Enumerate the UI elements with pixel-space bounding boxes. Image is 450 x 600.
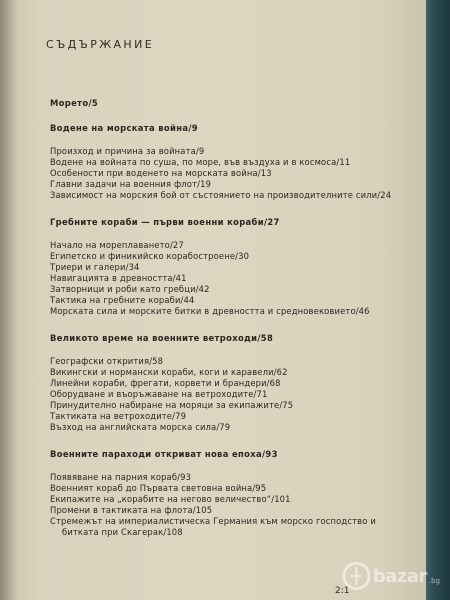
toc-section-3 — [50, 333, 372, 433]
toc-entry: Принудително набиране на моряци за екипажите/75 — [50, 400, 294, 410]
watermark — [342, 558, 440, 594]
toc-entry: Особености при воденето на морската война/13 — [50, 168, 272, 178]
toc-section-title: Гребните кораби — първи военни кораби/27 — [50, 217, 280, 227]
binding-fold-shadow — [0, 0, 18, 600]
toc-entry: Произход и причина за войната/9 — [50, 146, 205, 156]
toc-section-title: Великото време на военните ветроходи/58 — [50, 333, 274, 343]
toc-entry: Морската сила и морските битки в древността и средновековието/46 — [50, 306, 370, 316]
page-heading: СЪДЪРЖАНИЕ — [46, 38, 155, 51]
toc-entry: Стремежът на империалистическа Германия към морско господство и — [50, 516, 376, 526]
toc-entry: Тактиката на ветроходите/79 — [50, 411, 187, 421]
toc-entry: Викингски и нормански кораби, коги и каравели/62 — [50, 367, 288, 377]
toc-entry: Тактика на гребните кораби/44 — [50, 295, 195, 305]
toc-entry: Географски открития/58 — [50, 356, 164, 366]
toc-entry: Появяване на парния кораб/93 — [50, 472, 192, 482]
toc-entry: Затворници и роби като гребци/42 — [50, 284, 210, 294]
toc-entry: Екипажите на „корабите на негово величество“/101 — [50, 494, 291, 504]
book-cover-edge — [426, 0, 450, 600]
toc-entry: Начало на мореплаването/27 — [50, 240, 184, 250]
toc-entry: Военният кораб до Първата световна война/95 — [50, 483, 267, 493]
toc-section-2 — [50, 217, 372, 317]
toc-entry: Навигацията в древността/41 — [50, 273, 187, 283]
page-number: 2:1 — [335, 586, 350, 596]
toc-entry: Промени в тактиката на флота/105 — [50, 505, 213, 515]
toc-intro-entry: Морето/5 — [50, 98, 99, 108]
toc-section-title: Водене на морската война/9 — [50, 123, 198, 133]
toc-entry-continuation: битката при Скагерак/108 — [62, 527, 183, 537]
bazar-logo-icon — [342, 560, 371, 592]
watermark-tld: .bg — [428, 577, 440, 585]
toc-entry: Линейни кораби, фрегати, корвети и брандери/68 — [50, 378, 281, 388]
toc-section-title: Военните параходи откриват нова епоха/93 — [50, 449, 278, 459]
watermark-brand: bazar — [372, 565, 427, 587]
toc-entry: Зависимост на морския бой от състоянието на производителните сили/24 — [50, 190, 392, 200]
toc-section-4 — [50, 449, 376, 538]
table-of-contents — [50, 98, 392, 538]
toc-entry: Главни задачи на военния флот/19 — [50, 179, 212, 189]
toc-entry: Египетско и финикийско корабостроене/30 — [50, 251, 250, 261]
toc-section-1 — [50, 123, 392, 201]
toc-entry: Водене на войната по суша, по море, във въздуха и в космоса/11 — [50, 157, 351, 167]
toc-entry: Възход на английската морска сила/79 — [50, 422, 231, 432]
toc-entry: Триери и галери/34 — [50, 262, 140, 272]
toc-entry: Оборудване и въоръжаване на ветроходите/71 — [50, 389, 268, 399]
